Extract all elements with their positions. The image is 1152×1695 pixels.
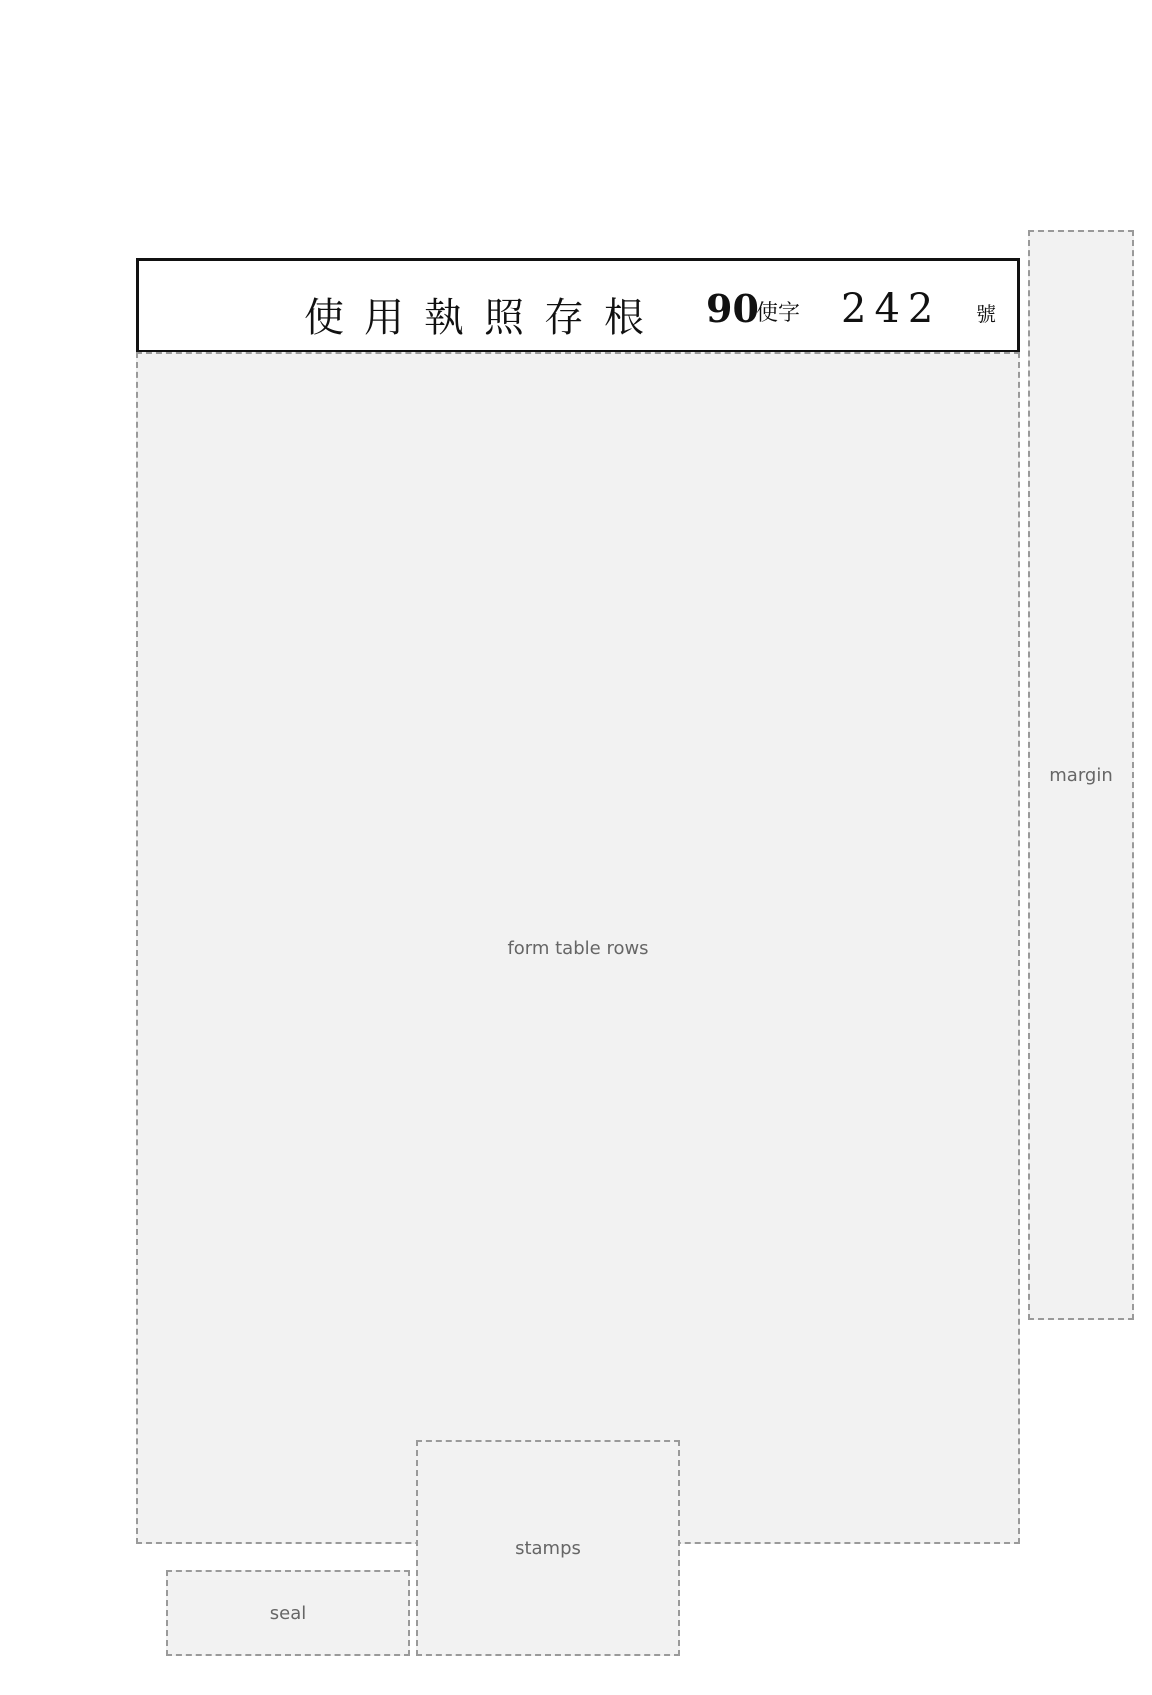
permit-char-label: 使字 [756, 301, 801, 326]
right-margin-text-placeholder: margin [1028, 230, 1134, 1320]
permit-year: 90 [706, 286, 759, 331]
title-row [136, 258, 1020, 352]
approval-stamps-placeholder: stamps [416, 1440, 680, 1656]
architect-seal-placeholder: seal [166, 1570, 410, 1656]
permit-number: 242 [841, 286, 942, 332]
form-title: 使用執照存根 [304, 295, 664, 341]
form-body-placeholder: form table rows [136, 352, 1020, 1544]
permit-number-suffix: 號 [976, 302, 996, 326]
